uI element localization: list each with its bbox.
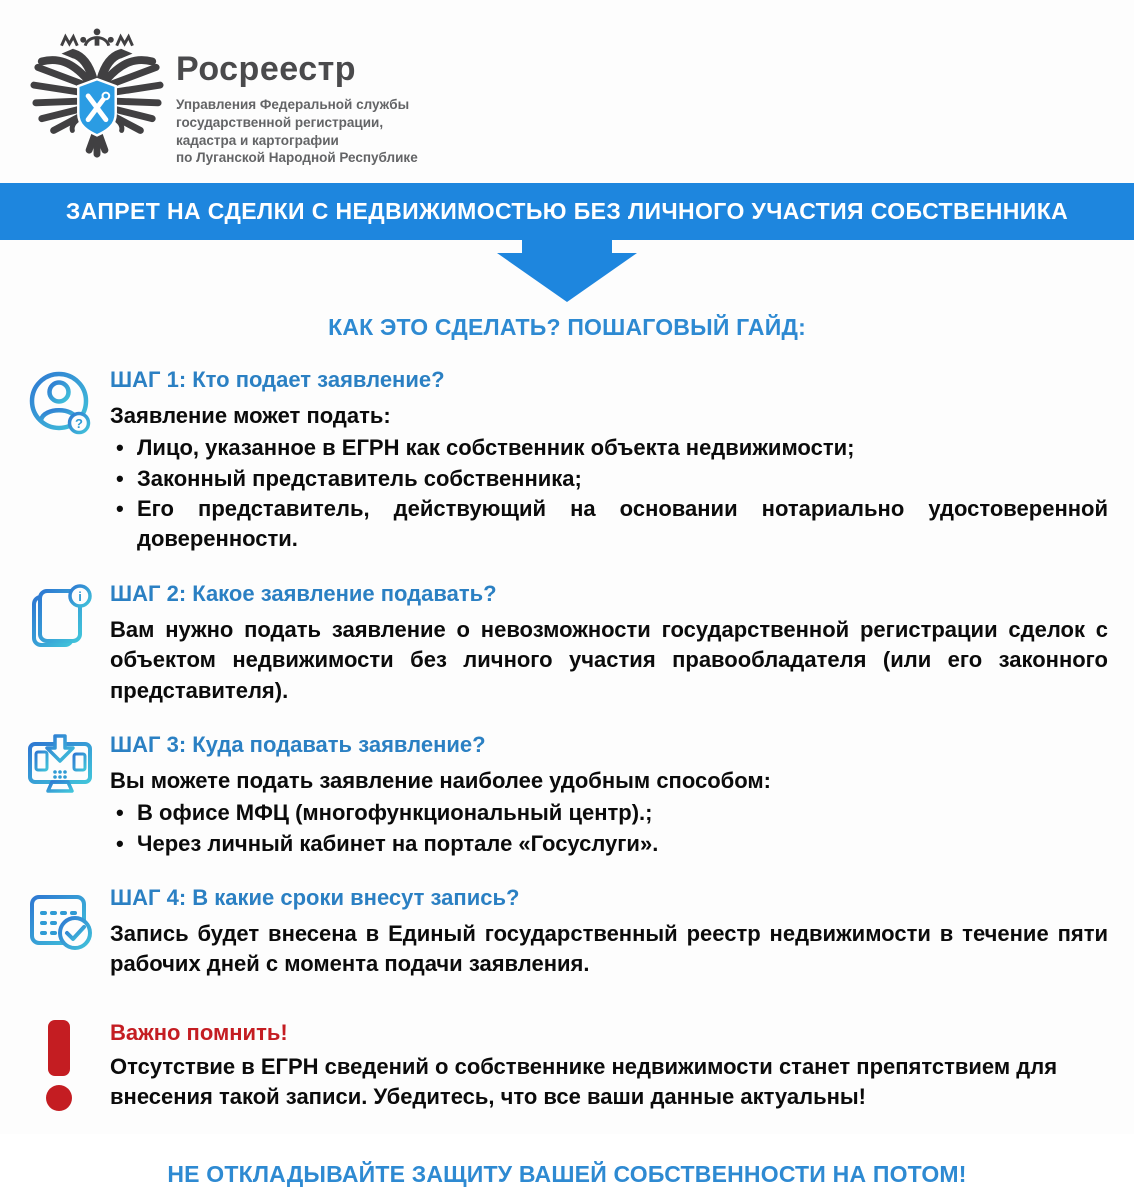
guide-title: КАК ЭТО СДЕЛАТЬ? ПОШАГОВЫЙ ГАЙД: [328, 314, 806, 340]
document-info-icon [22, 579, 98, 655]
question-badge: ? [75, 416, 83, 431]
important-body: Отсутствие в ЕГРН сведений о собственнике недвижимости станет препятствием для внесения такой записи. Убедитесь, что все ваши данные актуальны! [110, 1053, 1058, 1110]
banner-title: ЗАПРЕТ НА СДЕЛКИ С НЕДВИЖИМОСТЬЮ БЕЗ ЛИЧНОГО УЧАСТИЯ СОБСТВЕННИКА [65, 198, 1069, 224]
step-3 [22, 730, 1108, 859]
step-4-heading: ШАГ 4: В какие сроки внесут запись? [110, 884, 520, 910]
step-2 [22, 579, 1108, 706]
person-question-icon [22, 365, 98, 441]
monitor-download-icon [22, 730, 98, 806]
step-3-content [110, 730, 1108, 859]
step-2-body: Вам нужно подать заявление о невозможности государственной регистрации сделок с объектом недвижимости без личного участия правообладателя (или его законного представителя). [110, 616, 1108, 703]
title-banner [0, 183, 1134, 240]
step-1 [22, 365, 1108, 555]
step-1-content [110, 365, 1108, 555]
important-icon-cell [22, 1018, 104, 1119]
header [0, 0, 1134, 183]
important-heading: Важно помнить! [110, 1019, 288, 1045]
bullet-item: • Законный представитель собственника; [110, 464, 1108, 494]
calendar-check-icon [22, 883, 98, 959]
bullet-item: • В офисе МФЦ (многофункциональный центр).; [110, 798, 1108, 828]
footer-title: НЕ ОТКЛАДЫВАЙТЕ ЗАЩИТУ ВАШЕЙ СОБСТВЕННОСТИ НА ПОТОМ! [167, 1160, 967, 1187]
step-3-intro: Вы можете подать заявление наиболее удобным способом: [110, 767, 771, 793]
step-4 [22, 883, 1108, 980]
step-3-bullets [110, 798, 1108, 859]
step-2-heading: ШАГ 2: Какое заявление подавать? [110, 580, 497, 606]
exclamation-icon [36, 1018, 82, 1114]
step-3-heading: ШАГ 3: Куда подавать заявление? [110, 731, 486, 757]
brand-block [176, 50, 418, 167]
brand-subtitle-line: по Луганской Народной Республике [176, 150, 418, 166]
step-4-body: Запись будет внесена в Единый государственный реестр недвижимости в течение пяти рабочих дней с момента подачи заявления. [110, 920, 1108, 977]
brand-subtitle-line: государственной регистрации, [176, 114, 384, 130]
steps-list [0, 365, 1134, 980]
brand-subtitle [176, 96, 418, 167]
down-arrow-icon [492, 240, 642, 302]
bullet-item: • Через личный кабинет на портале «Госуслуги». [110, 829, 1108, 859]
bullet-item: • Его представитель, действующий на основании нотариально удостоверенной доверенности. [110, 494, 1108, 555]
rosreestr-eagle-logo-icon [28, 22, 166, 164]
step-1-intro: Заявление может подать: [110, 403, 391, 428]
step-1-bullets [110, 433, 1108, 554]
step-2-content [110, 579, 1108, 706]
down-arrow-wrap [0, 240, 1134, 302]
brand-subtitle-line: кадастра и картографии [176, 132, 339, 148]
step-1-heading: ШАГ 1: Кто подает заявление? [110, 367, 445, 392]
info-badge: i [78, 588, 82, 604]
step-4-content [110, 883, 1108, 980]
brand-subtitle-line: Управления Федеральной службы [176, 97, 410, 112]
important-section [0, 1018, 1134, 1119]
brand-name: Росреестр [176, 50, 357, 88]
important-content [110, 1018, 1108, 1119]
bullet-item: • Лицо, указанное в ЕГРН как собственник объекта недвижимости; [110, 433, 1108, 463]
